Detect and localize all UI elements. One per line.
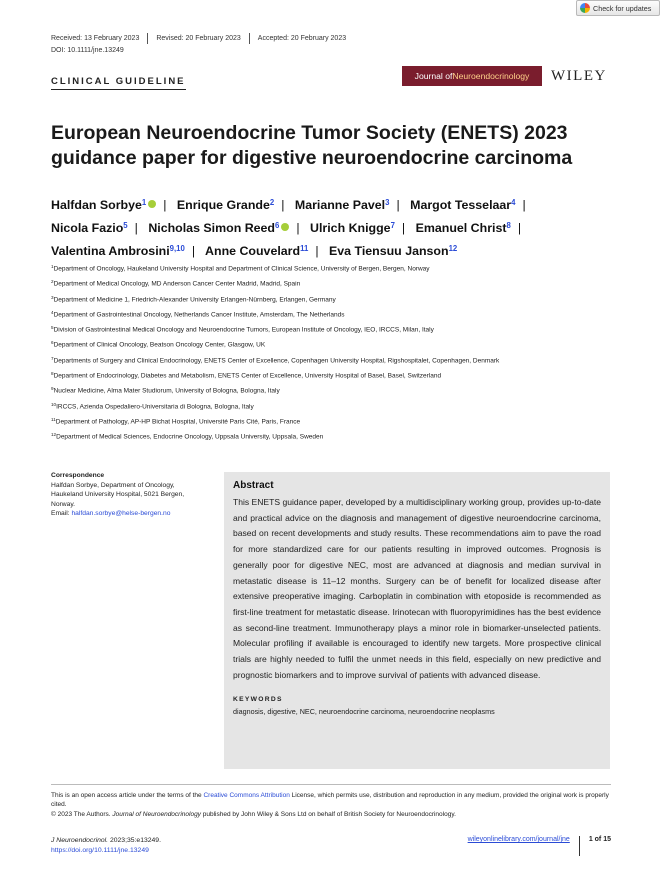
author-name: Eva Tiensuu Janson <box>328 243 449 258</box>
author[interactable] <box>51 198 156 212</box>
journal-logo-name: Neuroendocrinology <box>452 71 530 81</box>
affiliation-ref[interactable]: 6 <box>275 220 280 230</box>
correspondence <box>51 471 216 519</box>
affiliation <box>51 369 631 384</box>
license-text: License, which permits use, distribution and reproduction in any medium, provided the original work is properly cited. <box>51 792 609 809</box>
author-separator: | <box>517 220 522 235</box>
author-separator: | <box>401 220 406 235</box>
author-separator: | <box>281 198 285 212</box>
correspondence-line: Halfdan Sorbye, Department of Oncology, <box>51 481 175 489</box>
affiliation-text: Department of Clinical Oncology, Beatson Oncology Center, Glasgow, UK <box>53 341 266 349</box>
affiliation <box>51 308 631 323</box>
affiliation-ref[interactable]: 7 <box>390 220 395 230</box>
accepted-date: Accepted: 20 February 2023 <box>249 33 354 44</box>
author-name: Nicola Fazio <box>51 220 124 235</box>
affiliation <box>51 323 631 338</box>
affiliation <box>51 338 631 353</box>
correspondence-title: Correspondence <box>51 472 105 479</box>
affiliation <box>51 415 631 430</box>
crossmark-icon <box>580 3 590 13</box>
author-separator: | <box>191 243 196 258</box>
citation-journal: J Neuroendocrinol. <box>51 837 109 844</box>
license-line <box>51 791 611 810</box>
affiliation <box>51 277 631 292</box>
correspondence-email-link[interactable]: halfdan.sorbye@helse-bergen.no <box>71 510 171 517</box>
abstract-title: Abstract <box>233 480 274 491</box>
author-name: Anne Couvelard <box>205 243 301 258</box>
affiliation <box>51 262 631 277</box>
publisher-logo[interactable]: WILEY <box>551 68 607 84</box>
author[interactable] <box>295 198 390 212</box>
affiliation-text: Division of Gastrointestinal Medical Oncology and Neuroendocrine Tumors, European Institute of Oncology, IEO, IRCCS, Milan, Italy <box>53 326 434 334</box>
affiliation-text: Nuclear Medicine, Alma Mater Studiorum, University of Bologna, Bologna, Italy <box>53 387 280 395</box>
affiliation-text: IRCCS, Azienda Ospedaliero-Universitaria di Bologna, Bologna, Italy <box>56 403 254 411</box>
affiliation-number: 2 <box>51 279 54 285</box>
citation-details: 2023;35:e13249. <box>108 837 161 844</box>
affiliation-text: Department of Medical Sciences, Endocrine Oncology, Uppsala University, Uppsala, Sweden <box>56 433 324 441</box>
copyright-line <box>51 810 611 819</box>
affiliation-number: 6 <box>51 340 54 346</box>
copyright-text: published by John Wiley & Sons Ltd on behalf of British Society for Neuroendocrinology. <box>200 810 456 818</box>
footer-citation <box>51 836 161 856</box>
orcid-icon[interactable] <box>148 200 156 208</box>
author-name: Valentina Ambrosini <box>51 243 170 258</box>
doi-link[interactable]: https://doi.org/10.1111/jne.13249 <box>51 847 149 854</box>
author-separator: | <box>296 220 300 235</box>
affiliation-ref[interactable]: 11 <box>300 243 309 253</box>
author[interactable] <box>148 221 289 235</box>
author-name: Ulrich Knigge <box>310 220 391 235</box>
correspondence-line: Norway. <box>51 500 76 508</box>
affiliation-ref[interactable]: 9,10 <box>169 243 185 253</box>
article-title <box>51 121 611 171</box>
affiliation-ref[interactable]: 8 <box>506 220 511 230</box>
journal-logo-prefix: Journal of <box>414 71 453 81</box>
copyright-journal: Journal of Neuroendocrinology <box>112 810 201 818</box>
author[interactable] <box>416 221 511 235</box>
affiliation-number: 3 <box>51 294 54 300</box>
affiliation-number: 5 <box>51 325 54 331</box>
author-list <box>51 193 621 261</box>
footer-right <box>468 836 611 856</box>
journal-site-link[interactable]: wileyonlinelibrary.com/journal/jne <box>467 836 570 843</box>
author[interactable] <box>51 244 185 258</box>
affiliation-ref[interactable]: 1 <box>141 198 147 207</box>
check-for-updates-button[interactable] <box>576 0 660 16</box>
author[interactable] <box>310 221 395 235</box>
correspondence-line: Haukeland University Hospital, 5021 Bergen, <box>51 491 185 498</box>
license-notice <box>51 784 611 819</box>
author-name: Halfdan Sorbye <box>51 198 142 212</box>
email-label: Email: <box>51 510 72 517</box>
article-doi: DOI: 10.1111/jne.13249 <box>51 47 124 54</box>
affiliation <box>51 354 631 369</box>
journal-logo[interactable] <box>402 66 542 86</box>
affiliation-ref[interactable]: 4 <box>511 198 516 207</box>
affiliation-number: 1 <box>51 264 54 269</box>
author-name: Margot Tesselaar <box>410 198 512 212</box>
section-label: CLINICAL GUIDELINE <box>51 76 186 90</box>
affiliation-ref[interactable]: 3 <box>385 198 390 207</box>
affiliation-text: Department of Gastrointestinal Oncology, Netherlands Cancer Institute, Amsterdam, The Netherlands <box>53 311 345 319</box>
author[interactable] <box>51 221 128 235</box>
author[interactable] <box>410 198 515 212</box>
affiliation-text: Department of Pathology, AP-HP Bichat Hospital, Université Paris Cité, Paris, France <box>55 418 301 426</box>
creative-commons-link[interactable]: Creative Commons Attribution <box>203 792 290 799</box>
affiliation-ref[interactable]: 12 <box>448 243 458 253</box>
affiliation <box>51 293 631 308</box>
article-history <box>51 33 354 44</box>
author[interactable] <box>205 244 308 258</box>
revised-date: Revised: 20 February 2023 <box>147 33 248 44</box>
title-line-1: European Neuroendocrine Tumor Society (ENETS) 2023 <box>51 122 568 144</box>
affiliation-text: Department of Medical Oncology, MD Anderson Cancer Center Madrid, Madrid, Spain <box>53 280 301 288</box>
affiliation <box>51 430 631 445</box>
author-separator: | <box>134 220 138 235</box>
affiliation <box>51 384 631 399</box>
affiliation-text: Departments of Surgery and Clinical Endocrinology, ENETS Center of Excellence, Copenhagen University Hospital, Rigshospitalet, Copenhagen, Denmark <box>53 357 500 365</box>
affiliation-list <box>51 262 631 446</box>
affiliation-ref[interactable]: 2 <box>269 198 275 207</box>
author-name: Marianne Pavel <box>294 198 386 212</box>
affiliation-number: 7 <box>51 355 54 361</box>
keywords-text: diagnosis, digestive, NEC, neuroendocrine carcinoma, neuroendocrine neoplasms <box>233 707 495 717</box>
keywords-label: KEYWORDS <box>233 696 283 704</box>
affiliation-number: 10 <box>51 401 57 407</box>
author-separator: | <box>522 198 526 212</box>
affiliation-number: 9 <box>51 386 54 392</box>
author-separator: | <box>163 198 167 212</box>
received-date: Received: 13 February 2023 <box>51 35 140 42</box>
license-text: This is an open access article under the terms of the <box>51 792 204 799</box>
page-number: 1 of 15 <box>579 836 611 856</box>
title-line-2: guidance paper for digestive neuroendocrine carcinoma <box>51 147 573 169</box>
abstract-box <box>224 472 610 769</box>
abstract-text: This ENETS guidance paper, developed by a multidisciplinary working group, provides up-to-date and practical advice on the diagnosis and management of digestive neuroendocrine carcinoma, based on recent developments and study results. These recommendations aim to pave the road for more standardized care for our patients resulting in improved outcomes. Prognosis is generally poor for digestive NEC, most are advanced at diagnosis and median survival in metastatic disease is 11–12 months. Surgery can be of benefit for localized disease after extensive preoperative imaging. Carboplatin in combination with etoposide is recommended as first-line treatment for metastatic disease. Irinotecan with fluoropyrimidines has the best evidence as second-line treatment. Immunotherapy plays a minor role in biomarker-unselected patients. Molecular profiling if available is encouraged to identify new targets. More prospective clinical trials are highly needed to fulfil the unmet needs in this field, especially on new predictive and prognostic biomarkers and to improve survival of patients with advanced disease. <box>233 497 601 680</box>
affiliation-number: 8 <box>51 371 54 377</box>
author-name: Enrique Grande <box>176 198 270 212</box>
affiliation-text: Department of Oncology, Haukeland University Hospital and Department of Clinical Science, University of Bergen, Bergen, Norway <box>53 265 430 273</box>
affiliation <box>51 400 631 415</box>
author[interactable] <box>329 244 457 258</box>
author-name: Nicholas Simon Reed <box>148 220 276 235</box>
citation-line <box>51 836 161 846</box>
author-separator: | <box>315 243 319 258</box>
affiliation-number: 4 <box>51 309 54 315</box>
affiliation-number: 12 <box>51 432 57 438</box>
affiliation-text: Department of Medicine 1, Friedrich-Alexander University Erlangen-Nürnberg, Erlangen, Germany <box>53 296 336 304</box>
affiliation-text: Department of Endocrinology, Diabetes and Metabolism, ENETS Center of Excellence, University Hospital of Basel, Basel, Switzerland <box>53 372 442 380</box>
orcid-icon[interactable] <box>281 223 289 231</box>
affiliation-ref[interactable]: 5 <box>123 220 128 230</box>
copyright-text: © 2023 The Authors. <box>51 810 113 818</box>
author[interactable] <box>177 198 274 212</box>
author-separator: | <box>396 198 400 212</box>
author-name: Emanuel Christ <box>415 220 507 235</box>
check-for-updates-label: Check for updates <box>593 3 652 13</box>
affiliation-number: 11 <box>51 416 56 422</box>
correspondence-email-row <box>51 509 216 519</box>
